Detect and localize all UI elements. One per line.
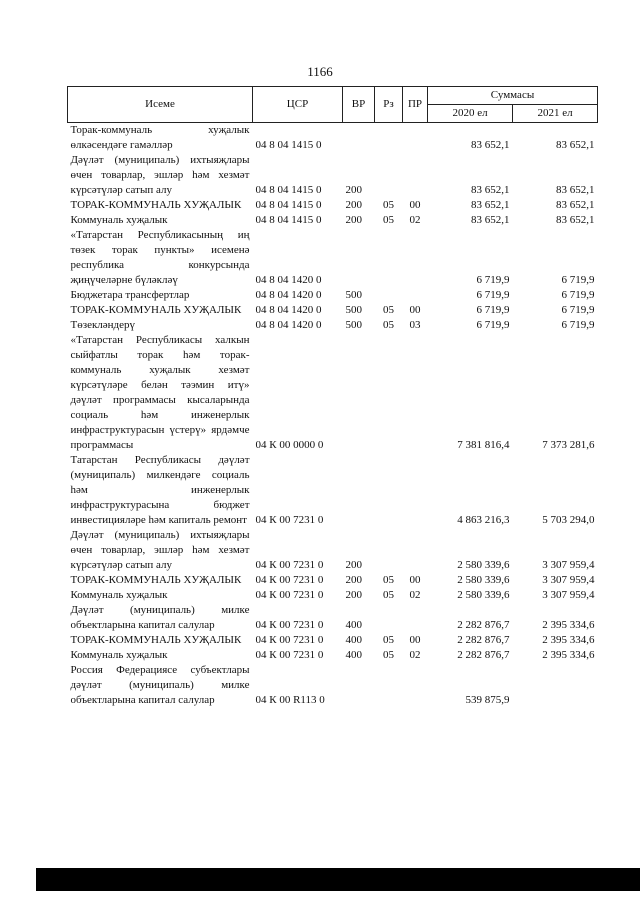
cell-2020: 6 719,9: [476, 304, 510, 316]
table-row: [68, 213, 598, 228]
page-number: 1166: [307, 64, 333, 79]
cell-name: Татарстан Республикасы дәүләт (муниципаль) милкендәге социаль һәм инженерлык инфраструктурасына бюджет инвестицияләре һәм капиталь ремонт: [70, 454, 250, 526]
cell-vr: 200: [345, 184, 362, 196]
cell-2021: 2 395 334,6: [542, 649, 595, 661]
header-2020: 2020 ел: [428, 105, 513, 123]
cell-name: ТОРАК-КОММУНАЛЬ ХУҖАЛЫК: [70, 634, 242, 646]
cell-rz: [375, 603, 403, 633]
table-row: [68, 228, 598, 288]
cell-csr: 04 8 04 1415 0: [255, 184, 322, 196]
cell-2021: 3 307 959,4: [542, 559, 595, 571]
cell-2021: 3 307 959,4: [542, 574, 595, 586]
cell-name: ТОРАК-КОММУНАЛЬ ХУҖАЛЫК: [70, 574, 242, 586]
cell-2021: 83 652,1: [556, 184, 595, 196]
cell-pr: [403, 663, 428, 708]
cell-2020: 6 719,9: [476, 319, 510, 331]
cell-2021: 6 719,9: [561, 289, 595, 301]
cell-rz: [375, 228, 403, 288]
cell-2020: 83 652,1: [471, 214, 510, 226]
header-sum: Суммасы: [428, 87, 598, 105]
cell-vr: [343, 663, 375, 708]
cell-rz: 05: [383, 214, 394, 226]
cell-2020: 6 719,9: [476, 274, 510, 286]
cell-2021: 83 652,1: [556, 139, 595, 151]
table-row: [68, 153, 598, 198]
cell-name: Дәүләт (муниципаль) ихтыяҗлары өчен товарлар, эшләр һәм хезмәт күрсәтүләр сатып алу: [70, 529, 250, 571]
cell-rz: [375, 123, 403, 154]
cell-2020: 4 863 216,3: [457, 514, 510, 526]
cell-pr: [403, 453, 428, 528]
cell-csr: 04 8 04 1420 0: [255, 304, 322, 316]
cell-csr: 04 К 00 0000 0: [255, 439, 324, 451]
table-row: [68, 663, 598, 708]
cell-rz: 05: [383, 634, 394, 646]
cell-vr: 200: [345, 574, 362, 586]
header-name: Исеме: [68, 87, 253, 123]
table-row: [68, 303, 598, 318]
cell-2021: 6 719,9: [561, 274, 595, 286]
header-csr: ЦСР: [253, 87, 343, 123]
cell-pr: [403, 333, 428, 453]
cell-vr: 200: [345, 199, 362, 211]
cell-2021: [513, 663, 598, 708]
cell-csr: 04 8 04 1415 0: [255, 139, 322, 151]
cell-name: ТОРАК-КОММУНАЛЬ ХУҖАЛЫК: [70, 304, 242, 316]
header-2021: 2021 ел: [513, 105, 598, 123]
cell-rz: [375, 153, 403, 198]
cell-pr: [403, 153, 428, 198]
cell-csr: 04 8 04 1415 0: [255, 199, 322, 211]
cell-rz: [375, 528, 403, 573]
cell-2020: 2 282 876,7: [457, 619, 510, 631]
scan-bottom-edge: [36, 868, 640, 891]
cell-2021: 3 307 959,4: [542, 589, 595, 601]
cell-name: Дәүләт (муниципаль) милке объектларына капитал салулар: [70, 604, 250, 631]
cell-2020: 2 580 339,6: [457, 574, 510, 586]
table-body: [68, 123, 598, 709]
table-row: [68, 648, 598, 663]
cell-vr: [343, 228, 375, 288]
cell-2020: 539 875,9: [465, 694, 510, 706]
cell-csr: 04 8 04 1420 0: [255, 274, 322, 286]
table-row: [68, 573, 598, 588]
cell-name: Коммуналь хуҗалык: [70, 589, 168, 601]
cell-rz: 05: [383, 304, 394, 316]
cell-pr: [403, 603, 428, 633]
cell-pr: 02: [409, 589, 421, 601]
cell-vr: 400: [345, 619, 362, 631]
cell-pr: [403, 123, 428, 154]
cell-pr: 00: [409, 199, 421, 211]
cell-csr: 04 К 00 7231 0: [255, 574, 324, 586]
cell-name: Дәүләт (муниципаль) ихтыяҗлары өчен товарлар, эшләр һәм хезмәт күрсәтүләр сатып алу: [70, 154, 250, 196]
cell-2021: 2 395 334,6: [542, 619, 595, 631]
cell-csr: 04 К 00 7231 0: [255, 634, 324, 646]
table-row: [68, 318, 598, 333]
cell-2021: 2 395 334,6: [542, 634, 595, 646]
cell-name: Торак-коммуналь хуҗалык өлкәсендәге гамәлләр: [70, 124, 250, 151]
cell-rz: [375, 333, 403, 453]
table-row: [68, 288, 598, 303]
cell-2020: 2 580 339,6: [457, 559, 510, 571]
cell-pr: 02: [409, 649, 421, 661]
cell-2020: 2 282 876,7: [457, 634, 510, 646]
header-pr: ПР: [403, 87, 428, 123]
table-row: [68, 633, 598, 648]
cell-csr: 04 8 04 1415 0: [255, 214, 322, 226]
cell-pr: [403, 528, 428, 573]
cell-2020: 7 381 816,4: [457, 439, 510, 451]
cell-pr: 03: [409, 319, 421, 331]
table-row: [68, 333, 598, 453]
cell-csr: 04 К 00 R113 0: [255, 694, 325, 706]
table-row: [68, 198, 598, 213]
cell-vr: 500: [345, 304, 362, 316]
cell-rz: 05: [383, 574, 394, 586]
cell-vr: 200: [345, 589, 362, 601]
cell-2020: 83 652,1: [471, 184, 510, 196]
cell-vr: [343, 453, 375, 528]
cell-name: Коммуналь хуҗалык: [70, 214, 168, 226]
table-row: [68, 588, 598, 603]
header-rz: Рз: [375, 87, 403, 123]
cell-2021: 5 703 294,0: [542, 514, 595, 526]
cell-rz: [375, 288, 403, 303]
cell-2021: 6 719,9: [561, 319, 595, 331]
cell-rz: 05: [383, 589, 394, 601]
cell-vr: 500: [345, 289, 362, 301]
cell-pr: 00: [409, 304, 421, 316]
table-row: [68, 528, 598, 573]
cell-rz: [375, 453, 403, 528]
cell-vr: [343, 123, 375, 154]
cell-pr: [403, 228, 428, 288]
cell-csr: 04 К 00 7231 0: [255, 514, 324, 526]
cell-2020: 6 719,9: [476, 289, 510, 301]
cell-name: Коммуналь хуҗалык: [70, 649, 168, 661]
table-row: [68, 603, 598, 633]
cell-rz: 05: [383, 319, 394, 331]
cell-2020: 83 652,1: [471, 199, 510, 211]
cell-name: Россия Федерациясе субъектлары дәүләт (муниципаль) милке объектларына капитал салулар: [70, 664, 250, 706]
cell-csr: 04 8 04 1420 0: [255, 289, 322, 301]
cell-pr: 00: [409, 634, 421, 646]
cell-rz: 05: [383, 199, 394, 211]
cell-vr: [343, 333, 375, 453]
cell-csr: 04 К 00 7231 0: [255, 589, 324, 601]
cell-pr: 02: [409, 214, 421, 226]
cell-name: Бюджетара трансфертлар: [70, 289, 190, 301]
table-row: [68, 123, 598, 154]
cell-pr: 00: [409, 574, 421, 586]
cell-vr: 400: [345, 634, 362, 646]
cell-2021: 7 373 281,6: [542, 439, 595, 451]
cell-name: ТОРАК-КОММУНАЛЬ ХУҖАЛЫК: [70, 199, 242, 211]
cell-vr: 400: [345, 649, 362, 661]
budget-table: [67, 86, 598, 708]
cell-2021: 83 652,1: [556, 199, 595, 211]
cell-2021: 6 719,9: [561, 304, 595, 316]
cell-rz: [375, 663, 403, 708]
cell-vr: 200: [345, 214, 362, 226]
cell-rz: 05: [383, 649, 394, 661]
cell-name: «Татарстан Республикасының иң төзек торак пункты» исеменә республика конкурсында җиңүчеләрне бүләкләү: [70, 229, 250, 286]
cell-csr: 04 К 00 7231 0: [255, 559, 324, 571]
cell-name: «Татарстан Республикасы халкын сыйфатлы торак һәм торак-коммуналь хуҗалык хезмәт күрсәтүләре белән тәэмин итү» дәүләт программасы кысаларында социаль һәм инженерлык инфраструктурасын үстерү» ярдәмче программасы: [70, 334, 250, 451]
cell-2020: 2 282 876,7: [457, 649, 510, 661]
cell-2020: 83 652,1: [471, 139, 510, 151]
cell-pr: [403, 288, 428, 303]
cell-vr: 500: [345, 319, 362, 331]
cell-2020: 2 580 339,6: [457, 589, 510, 601]
table-row: [68, 453, 598, 528]
cell-csr: 04 К 00 7231 0: [255, 619, 324, 631]
cell-csr: 04 К 00 7231 0: [255, 649, 324, 661]
cell-vr: 200: [345, 559, 362, 571]
header-vr: ВР: [343, 87, 375, 123]
cell-name: Төзекләндерү: [70, 319, 136, 331]
cell-csr: 04 8 04 1420 0: [255, 319, 322, 331]
cell-2021: 83 652,1: [556, 214, 595, 226]
